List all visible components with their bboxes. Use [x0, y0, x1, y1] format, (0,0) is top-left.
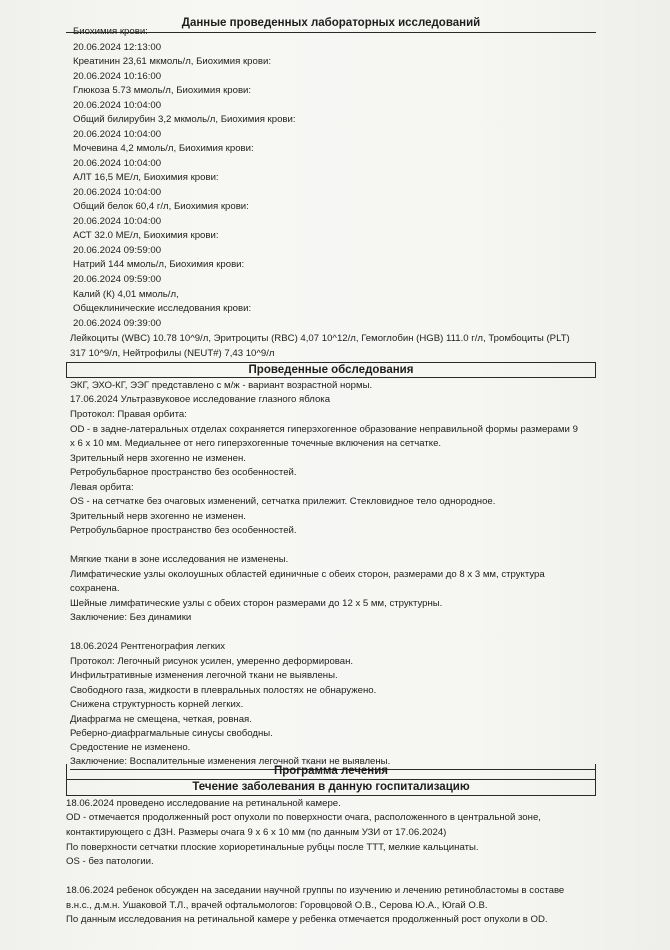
exam-line: Мягкие ткани в зоне исследования не изменены. [70, 554, 289, 565]
exam-line: 18.06.2024 Рентгенография легких [70, 641, 226, 652]
exam-line: сохранена. [70, 583, 120, 594]
lab-line: Глюкоза 5.73 ммоль/л, Биохимия крови: [73, 85, 252, 96]
lab-line: 20.06.2024 10:04:00 [73, 129, 162, 140]
exam-line: х 6 х 10 мм. Медиальнее от него гиперэхогенные точечные включения на сетчатке. [70, 438, 442, 449]
exam-line: Протокол: Легочный рисунок усилен, умеренно деформирован. [70, 656, 354, 667]
lab-line: 20.06.2024 10:16:00 [73, 71, 162, 82]
lab-line: Мочевина 4,2 ммоль/л, Биохимия крови: [73, 143, 254, 154]
exam-line: Инфильтративные изменения легочной ткани не выявлены. [70, 670, 338, 681]
exam-line: Снижена структурность корней легких. [70, 699, 244, 710]
course-section-header: Течение заболевания в данную госпитализацию [66, 779, 596, 796]
program-section-header: Программа лечения [66, 764, 596, 780]
lab-line: 20.06.2024 10:04:00 [73, 216, 162, 227]
lab-line: Лейкоциты (WBC) 10.78 10^9/л, Эритроциты (RBC) 4,07 10^12/л, Гемоглобин (HGB) 111.0 г/л, Тромбоциты (PLT) [70, 333, 570, 344]
exam-line: OS - на сетчатке без очаговых изменений, сетчатка прилежит. Стекловидное тело однородное. [70, 496, 496, 507]
course-line: По данным исследования на ретинальной камере у ребенка отмечается продолженный рост опухоли в OD. [66, 914, 548, 925]
course-line: OD - отмечается продолженный рост опухоли по поверхности очага, расположенного в центральной зоне, [66, 812, 541, 823]
course-line: OS - без патологии. [66, 856, 154, 867]
exam-line: Свободного газа, жидкости в плевральных полостях не обнаружено. [70, 685, 377, 696]
lab-line: 20.06.2024 09:39:00 [73, 318, 162, 329]
exam-line: 17.06.2024 Ультразвуковое исследование глазного яблока [70, 394, 331, 405]
course-line: контактирующего с ДЗН. Размеры очага 9 х 6 х 10 мм (по данным УЗИ от 17.06.2024) [66, 827, 447, 838]
exam-line: Ретробульбарное пространство без особенностей. [70, 467, 297, 478]
lab-line: Калий (К) 4,01 ммоль/л, [73, 289, 179, 300]
exam-line: Левая орбита: [70, 482, 134, 493]
lab-line: 20.06.2024 12:13:00 [73, 42, 162, 53]
exam-line: Ретробульбарное пространство без особенностей. [70, 525, 297, 536]
course-line: 18.06.2024 ребенок обсужден на заседании научной группы по изучению и лечению ретинобластомы в составе [66, 885, 565, 896]
exam-line: Лимфатические узлы околоушных областей единичные с обеих сторон, размерами до 8 х 3 мм, структура [70, 569, 545, 580]
lab-line: 20.06.2024 09:59:00 [73, 245, 162, 256]
lab-line: Общеклинические исследования крови: [73, 303, 252, 314]
exams-section-header: Проведенные обследования [66, 362, 596, 378]
lab-line: 20.06.2024 09:59:00 [73, 274, 162, 285]
course-line: По поверхности сетчатки плоские хориоретинальные рубцы после ТТТ, мелкие кальцинаты. [66, 842, 479, 853]
lab-line: 317 10^9/л, Нейтрофилы (NEUT#) 7,43 10^9/л [70, 348, 275, 359]
course-line: 18.06.2024 проведено исследование на ретинальной камере. [66, 798, 341, 809]
lab-line: АЛТ 16,5 МЕ/л, Биохимия крови: [73, 172, 219, 183]
lab-line: АСТ 32.0 МЕ/л, Биохимия крови: [73, 230, 219, 241]
exam-line: Средостение не изменено. [70, 742, 191, 753]
lab-line: Креатинин 23,61 мкмоль/л, Биохимия крови: [73, 56, 271, 67]
lab-line: Общий билирубин 3,2 мкмоль/л, Биохимия крови: [73, 114, 296, 125]
exam-line: Зрительный нерв эхогенно не изменен. [70, 511, 246, 522]
exam-line: Шейные лимфатические узлы с обеих сторон размерами до 12 х 5 мм, структурны. [70, 598, 443, 609]
lab-line: 20.06.2024 10:04:00 [73, 100, 162, 111]
exam-line: Реберно-диафрагмальные синусы свободны. [70, 728, 273, 739]
exam-line: ЭКГ, ЭХО-КГ, ЭЭГ представлено с м/ж - вариант возрастной нормы. [70, 380, 373, 391]
lab-line: Натрий 144 ммоль/л, Биохимия крови: [73, 259, 245, 270]
exam-line: Диафрагма не смещена, четкая, ровная. [70, 714, 252, 725]
lab-line: Биохимия крови: [73, 26, 148, 37]
course-line: в.н.с., д.м.н. Ушаковой Т.Л., врачей офтальмологов: Горовцовой О.В., Серова Ю.А., Югай О.В. [66, 900, 488, 911]
lab-line: Общий белок 60,4 г/л, Биохимия крови: [73, 201, 249, 212]
exam-line: Заключение: Воспалительные изменения легочной ткани не выявлены. [70, 755, 595, 770]
exam-line: Зрительный нерв эхогенно не изменен. [70, 453, 246, 464]
exam-line: Заключение: Без динамики [70, 612, 192, 623]
labs-section-header: Данные проведенных лабораторных исследований [66, 15, 596, 33]
lab-line: 20.06.2024 10:04:00 [73, 158, 162, 169]
lab-line: 20.06.2024 10:04:00 [73, 187, 162, 198]
exam-line: OD - в задне-латеральных отделах сохраняется гиперэхогенное образование неправильной формы размерами 9 [70, 424, 578, 435]
exam-line: Протокол: Правая орбита: [70, 409, 187, 420]
